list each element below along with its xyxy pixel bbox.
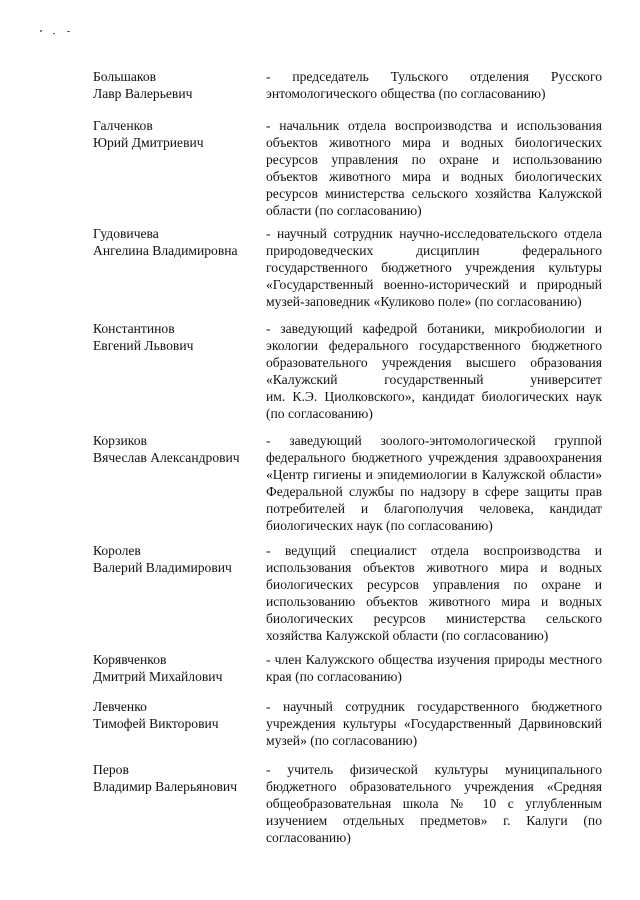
member-description	[266, 68, 602, 102]
member-name	[93, 542, 258, 576]
description-line: государственного бюджетного учреждения культуры	[266, 260, 602, 275]
member-given-name: Владимир Валерьянович	[93, 779, 238, 794]
description-line: образовательного учреждения высшего образования	[266, 355, 602, 370]
scan-speck	[53, 33, 55, 34]
member-description	[266, 117, 602, 219]
member-name	[93, 432, 258, 466]
member-given-name: Юрий Дмитриевич	[93, 135, 204, 150]
scan-speck	[67, 31, 70, 32]
description-line: хозяйства Калужской области (по согласованию)	[266, 628, 549, 643]
member-given-name: Тимофей Викторович	[93, 716, 219, 731]
member-surname: Корзиков	[93, 433, 147, 448]
member-description	[266, 698, 602, 749]
description-line: использованию объектов животного мира и водных	[266, 594, 602, 609]
description-line: изучением отдельных предметов» г. Калуги (по	[266, 813, 602, 828]
description-line: энтомологического общества (по согласованию)	[266, 86, 546, 101]
member-description	[266, 542, 602, 644]
member-given-name: Ангелина Владимировна	[93, 243, 238, 258]
member-name	[93, 225, 258, 259]
member-given-name: Валерий Владимирович	[93, 560, 232, 575]
description-line: экологии федерального государственного бюджетного	[266, 338, 602, 353]
member-surname: Константинов	[93, 321, 175, 336]
member-surname: Корявченков	[93, 652, 167, 667]
description-line: потребителей и благополучия человека, кандидат	[266, 501, 602, 516]
description-line: - начальник отдела воспроизводства и использования	[266, 118, 602, 133]
description-line: музей» (по согласованию)	[266, 733, 418, 748]
member-name	[93, 320, 258, 354]
member-surname: Большаков	[93, 69, 157, 84]
description-line: общеобразовательная школа № 10 с углубленным	[266, 796, 602, 811]
member-name	[93, 761, 258, 795]
member-surname: Галченков	[93, 118, 153, 133]
member-name	[93, 117, 258, 151]
member-given-name: Евгений Львович	[93, 338, 194, 353]
description-line: края (по согласованию)	[266, 669, 402, 684]
member-description	[266, 651, 602, 685]
description-line: - заведующий зоолого-энтомологической группой	[266, 433, 602, 448]
description-line: музей-заповедник «Куликово поле» (по согласованию)	[266, 294, 582, 309]
description-line: бюджетного образовательного учреждения «Средняя	[266, 779, 602, 794]
member-surname: Левченко	[93, 699, 147, 714]
member-surname: Королев	[93, 543, 141, 558]
member-given-name: Лавр Валерьевич	[93, 86, 193, 101]
description-line: области (по согласованию)	[266, 203, 422, 218]
description-line: биологических наук (по согласованию)	[266, 518, 493, 533]
description-line: объектов животного мира и водных биологических	[266, 135, 602, 150]
member-surname: Перов	[93, 762, 129, 777]
member-name	[93, 698, 258, 732]
description-line: - ведущий специалист отдела воспроизводства и	[266, 543, 602, 558]
member-description	[266, 432, 602, 534]
description-line: федерального бюджетного учреждения здравоохранения	[266, 450, 602, 465]
description-line: Федеральной службы по надзору в сфере защиты прав	[266, 484, 602, 499]
description-line: природоведческих дисциплин федерального	[266, 243, 602, 258]
scan-speck	[40, 30, 42, 32]
member-description	[266, 225, 602, 310]
member-name	[93, 68, 258, 102]
description-line: согласованию)	[266, 830, 351, 845]
member-description	[266, 761, 602, 846]
description-line: им. К.Э. Циолковского», кандидат биологических наук	[266, 389, 602, 404]
description-line: - научный сотрудник научно-исследовательского отдела	[266, 226, 602, 241]
description-line: использования объектов животного мира и водных	[266, 560, 602, 575]
description-line: - член Калужского общества изучения природы местного	[266, 652, 602, 667]
description-line: объектов животного мира и водных биологических	[266, 169, 602, 184]
description-line: биологических ресурсов управления по охране и	[266, 577, 602, 592]
description-line: учреждения культуры «Государственный Дарвиновский	[266, 716, 602, 731]
description-line: ресурсов министерства сельского хозяйства Калужской	[266, 186, 602, 201]
description-line: - председатель Тульского отделения Русского	[266, 69, 602, 84]
member-surname: Гудовичева	[93, 226, 159, 241]
description-line: «Центр гигиены и эпидемиологии в Калужской области»	[266, 467, 602, 482]
description-line: - научный сотрудник государственного бюджетного	[266, 699, 602, 714]
member-given-name: Дмитрий Михайлович	[93, 669, 223, 684]
description-line: биологических ресурсов министерства сельского	[266, 611, 602, 626]
description-line: - заведующий кафедрой ботаники, микробиологии и	[266, 321, 602, 336]
description-line: (по согласованию)	[266, 406, 373, 421]
description-line: «Государственный военно-исторический и природный	[266, 277, 602, 292]
description-line: «Калужский государственный университет	[266, 372, 602, 387]
member-description	[266, 320, 602, 422]
member-given-name: Вячеслав Александрович	[93, 450, 240, 465]
member-name	[93, 651, 258, 685]
description-line: - учитель физической культуры муниципального	[266, 762, 602, 777]
description-line: ресурсов управления по охране и использованию	[266, 152, 602, 167]
